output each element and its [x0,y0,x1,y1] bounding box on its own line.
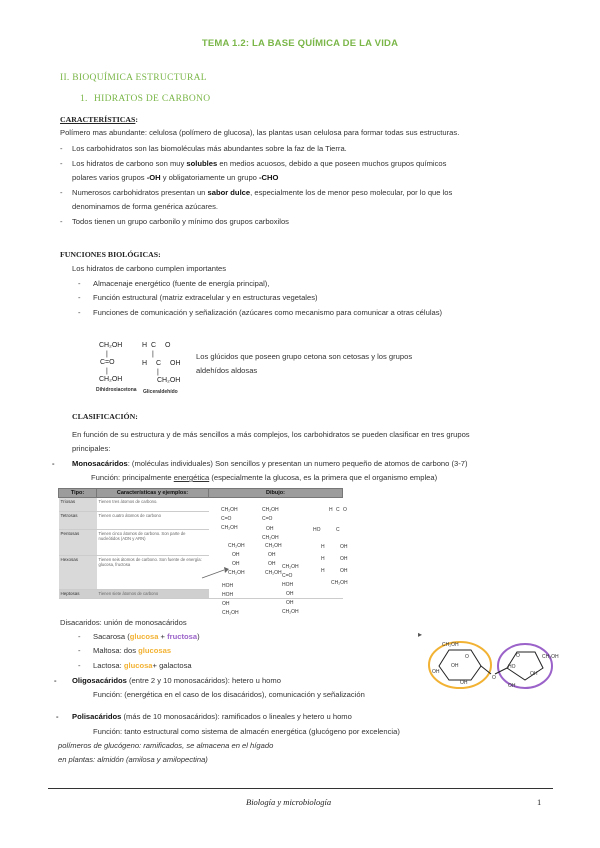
footer-rule [48,788,553,789]
caracteristicas-intro: Polímero mas abundante: celulosa (polímero de glucosa), las plantas usan celulosa para formar todas sus estructuras. [60,128,460,137]
dihidroxiacetona-caption: Dihidroxiacetona [96,387,137,393]
cetosas-note-cont: aldehídos aldosas [196,366,258,375]
table-row: Hexosas Tienen seis átomos de carbono. Son fuente de energía: glucosa, fructosa [59,556,343,590]
funciones-item: Función estructural (matriz extracelular y en estructuras vegetales) [93,293,318,302]
clasificacion-intro: En función de su estructura y de más sencillos a más complejos, los carbohidratos se pueden clasificar en tres grupos [72,430,470,439]
table-row: Triosas Tienen tres átomos de carbono. [59,498,343,512]
polisacaridos-item: Polisacáridos (más de 10 monosacáridos): ramificados o lineales y hetero u homo [72,712,352,721]
caracteristicas-item: Todos tienen un grupo carbonilo y mínimo dos grupos carboxilos [72,217,289,226]
disacarido-maltosa: Maltosa: dos glucosas [93,646,172,655]
polisacaridos-note: polímeros de glucógeno: ramificados, se almacena en el hígado [58,741,274,750]
oligosacaridos-funcion: Función: (energética en el caso de los disacáridos), comunicación y señalización [93,690,365,699]
subsection-number: 1. [80,94,88,104]
caracteristicas-item: Los carbohidratos son las biomoléculas más abundantes sobre la faz de la Tierra. [72,144,347,153]
monosacaridos-table [58,488,343,599]
caracteristicas-item: Numerosos carbohidratos presentan un sabor dulce, especialmente los de menor peso molecular, por lo que los [72,188,453,197]
bullet-dash: - [54,676,57,685]
table-row: Pentosas Tienen cinco átomos de carbono. Son parte de nucleótidos (ADN y ARN) [59,530,343,556]
bullet-dash: - [56,712,59,721]
disacaridos-heading: Disacaridos: unión de monosacáridos [60,618,187,627]
clasificacion-heading: CLASIFICACIÓN: [72,412,138,421]
bullet-dash: - [78,661,81,670]
funciones-item: Almacenaje energético (fuente de energía principal), [93,279,270,288]
gliceraldehido-caption: Gliceraldehído [143,389,178,395]
bullet-dash: - [78,646,81,655]
monosacaridos-item: Monosacáridos: (moléculas individuales) Son sencillos y presentan un numero pequeño de atomos de carbono (3-7) [72,459,468,468]
polisacaridos-funcion: Función: tanto estructural como sistema de almacén energética (glucógeno por excelencia) [93,727,400,736]
disacarido-lactosa: Lactosa: glucosa+ galactosa [93,661,192,670]
funciones-intro: Los hidratos de carbono cumplen importantes [72,264,227,273]
section-heading: II. BIOQUÍMICA ESTRUCTURAL [60,73,207,83]
table-row: Tetrosas Tienen cuatro átomos de carbono [59,512,343,530]
oligosacaridos-item: Oligosacáridos (entre 2 y 10 monosacáridos): hetero u homo [72,676,281,685]
caracteristicas-heading: CARACTERÍSTICAS: [60,115,138,124]
bullet-dash: - [78,279,81,288]
table-row: Heptosas Tienen siete átomos de carbono [59,590,343,599]
caracteristicas-item: Los hidratos de carbono son muy solubles en medios acuosos, debido a que poseen muchos grupos químicos [72,159,447,168]
bullet-dash: - [52,459,55,468]
table-arrow-icon [200,560,230,580]
bullet-dash: - [78,632,81,641]
subsection-heading: HIDRATOS DE CARBONO [94,94,211,104]
bullet-dash: - [78,293,81,302]
disacarido-sacarosa: Sacarosa (glucosa + fructosa) [93,632,200,641]
bullet-dash: - [78,308,81,317]
monosacaridos-funcion: Función: principalmente energética (especialmente la glucosa, es la primera que el organismo emplea) [91,473,438,482]
table-header-dibujo: Dibujo: [209,489,343,498]
footer-page-number: 1 [537,797,542,807]
clasificacion-intro-cont: principales: [72,444,111,453]
cetosas-note: Los glúcidos que poseen grupo cetona son cetosas y los grupos [196,352,413,361]
caracteristicas-item-cont: polares varios grupos -OH y obligatoriamente un grupo -CHO [72,173,279,182]
funciones-heading: FUNCIONES BIOLÓGICAS: [60,250,161,259]
polisacaridos-note-cont: en plantas: almidón (amilosa y amilopectina) [58,755,208,764]
caracteristicas-item-cont: denominamos de forma genérica azúcares. [72,202,219,211]
footer-subject: Biología y microbiología [246,797,332,807]
funciones-item: Funciones de comunicación y señalización (azúcares como mecanismo para comunicar a otras células) [93,308,443,317]
arrow-icon: ▸ [418,630,423,639]
bullet-dash: - [60,159,63,168]
bullet-dash: - [60,188,63,197]
bullet-dash: - [60,144,63,153]
bullet-dash: - [60,217,63,226]
table-header-caracteristicas: Características y ejemplos: [97,489,209,498]
table-header-tipo: Tipo: [59,489,97,498]
page-title: TEMA 1.2: LA BASE QUÍMICA DE LA VIDA [201,38,399,49]
